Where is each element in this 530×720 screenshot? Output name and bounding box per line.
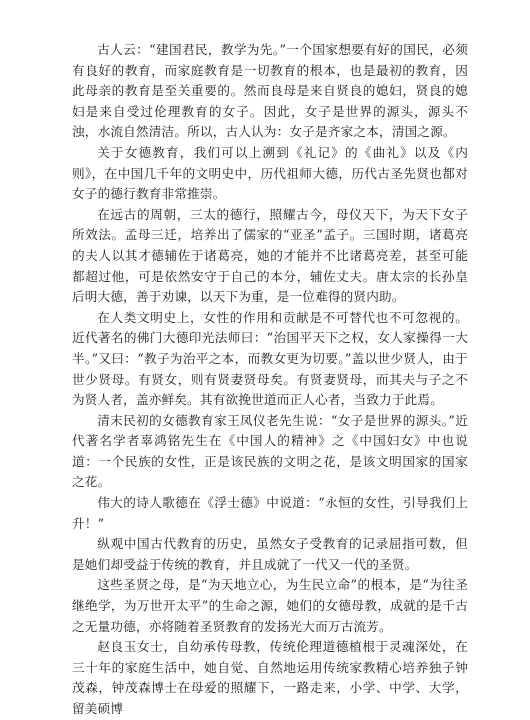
document-page: [72, 40, 468, 720]
paragraph-7: 纵观中国古代教育的历史，虽然女子受教育的记录屈指可数，但是她们却受益于传统的教育，并且成就了一代又一代的圣贤。: [72, 536, 468, 572]
paragraph-8: 这些圣贤之母，是“为天地立心，为生民立命”的根本，是“为往圣继绝学，为万世开太平”的生命之源，她们的女德母教，成就的是千古之无量功德，亦将随着圣贤教育的发扬光大而万古流芳。: [72, 577, 468, 634]
paragraph-3: 在远古的周朝，三太的德行，照耀古今，母仪天下，为天下女子所效法。孟母三迁，培养出了儒家的“亚圣”孟子。三国时期，诸葛亮的夫人以其才德辅佐于诸葛亮，她的才能并不比诸葛亮差，甚至可能都超过他，可是依然安守于自己的本分，辅佐丈夫。唐太宗的长孙皇后明大德，善于劝谏，以天下为重，是一位难得的贤内助。: [72, 206, 468, 305]
paragraph-5: 清末民初的女德教育家王凤仪老先生说：“女子是世界的源头。”近代著名学者辜鸿铭先生在《中国人的精神》之《中国妇女》中也说道：一个民族的女性，正是该民族的文明之花，是该文明国家的国家之花。: [72, 412, 468, 490]
paragraph-9: 赵良玉女士，自幼承传母教，传统伦理道德植根于灵魂深处，在三十年的家庭生活中，她自觉、自然地运用传统家教精心培养独子钟茂森，钟茂森博士在母爱的照耀下，一路走来，小学、中学、大学，留美硕博: [72, 639, 468, 716]
paragraph-1: 古人云：“建国君民，教学为先。”一个国家想要有好的国民，必须有良好的教育，而家庭教育是一切教育的根本，也是最初的教育，因此母亲的教育是至关重要的。然而良母是来自贤良的媳妇，贤良的媳妇是来自受过伦理教育的女子。因此，女子是世界的源头，源头不浊，水流自然清洁。所以，古人认为：女子是齐家之本，清国之源。: [72, 42, 468, 140]
paragraph-4: 在人类文明史上，女性的作用和贡献是不可替代也不可忽视的。近代著名的佛门大德印光法师曰：“治国平天下之权，女人家操得一大半。”又曰：“教子为治平之本，而教女更为切要。”盖以世少贤人，由于世少贤母。有贤女，则有贤妻贤母矣。有贤妻贤母，而其夫与子之不为贤人者，盖亦鲜矣。其有欲挽世道而正人心者，当致力于此焉。: [72, 309, 468, 408]
paragraph-2: 关于女德教育，我们可以上溯到《礼记》的《曲礼》以及《内则》，在中国几千年的文明史中，历代祖师大德，历代古圣先贤也都对女子的德行教育非常推崇。: [72, 144, 468, 202]
paragraph-6: 伟大的诗人歌德在《浮士德》中说道：“永恒的女性，引导我们上升！”: [72, 495, 468, 531]
